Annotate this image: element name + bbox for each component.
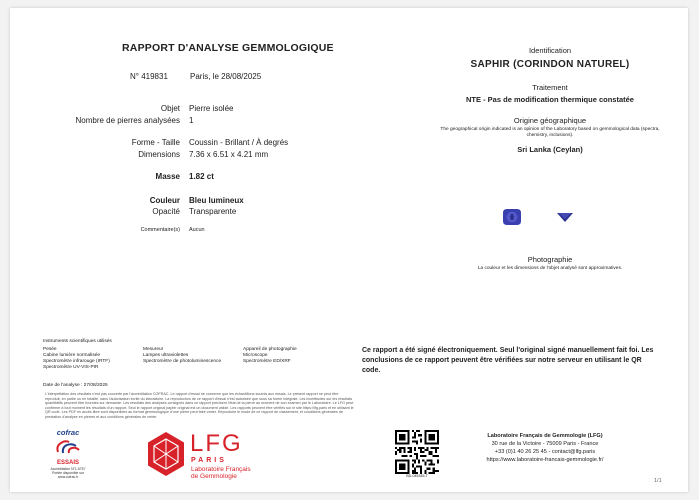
lfg-logo-name: LFG bbox=[190, 430, 243, 457]
identification-value: SAPHIR (CORINDON NATUREL) bbox=[470, 59, 630, 70]
page-number: 1/1 bbox=[654, 478, 662, 484]
origine-note: The geographical origin indicated is an opinion of the Laboratory based on gemmological data (spectra, chemistry, inclusions). bbox=[440, 127, 660, 138]
lfg-logo bbox=[146, 431, 286, 489]
field-label-objet: Objet bbox=[160, 104, 180, 113]
instrument-item: Spectromètre infrarouge (IRTF) bbox=[43, 359, 110, 364]
traitement-label: Traitement bbox=[532, 83, 568, 92]
instrument-item: Spectromètre ED/XRF bbox=[243, 359, 291, 364]
instruments-col3 bbox=[243, 347, 297, 365]
analysis-date: Date de l'analyse : 27/08/2025 bbox=[43, 383, 108, 388]
lfg-logo-line2: de Gemmologie bbox=[191, 473, 237, 480]
instruments-col2 bbox=[143, 347, 221, 365]
report-page bbox=[10, 8, 688, 492]
field-value-commentaires: Aucun bbox=[189, 227, 205, 233]
field-value-nombre: 1 bbox=[189, 116, 194, 125]
cofrac-logo bbox=[48, 428, 88, 480]
qr-caption: BD-045345.T bbox=[406, 474, 428, 478]
instrument-item: Appareil de photographie bbox=[243, 347, 297, 352]
lab-name: Laboratoire Français de Gemmologie (LFG) bbox=[487, 433, 603, 439]
cofrac-brand: cofrac bbox=[56, 428, 80, 437]
field-value-couleur: Bleu lumineux bbox=[189, 196, 244, 205]
instrument-item: Microscope bbox=[243, 353, 268, 358]
lfg-logo-city: PARIS bbox=[191, 457, 227, 464]
origine-label: Origine géographique bbox=[513, 116, 587, 125]
instrument-item: Cabine lumière normalisée bbox=[43, 353, 101, 358]
instrument-item: Mesureur bbox=[143, 347, 164, 352]
report-title: RAPPORT D'ANALYSE GEMMOLOGIQUE bbox=[122, 42, 334, 54]
cofrac-site: www.cofrac.fr bbox=[57, 475, 79, 480]
field-label-nombre: Nombre de pierres analysées bbox=[75, 116, 180, 125]
field-value-opacite: Transparente bbox=[189, 207, 237, 216]
field-label-opacite: Opacité bbox=[152, 207, 180, 216]
field-value-masse: 1.82 ct bbox=[189, 172, 214, 181]
lfg-logo-line1: Laboratoire Français bbox=[191, 466, 251, 473]
field-label-forme: Forme - Taille bbox=[131, 138, 180, 147]
electronic-signature-notice: Ce rapport a été signé électroniquement. Seul l'original signé manuellement fait foi. Les conclusions de ce rapport peuvent être vérifiées sur notre serveur en utilisant le QR code. bbox=[362, 347, 654, 374]
instrument-item: Pesée bbox=[43, 347, 57, 352]
photo-note: La couleur et les dimensions de l'objet analysé sont approximatives. bbox=[477, 266, 623, 271]
identification-label: Identification bbox=[528, 46, 572, 55]
photo-label: Photographie bbox=[527, 255, 573, 264]
lab-website[interactable]: https://www.laboratoire-francais-gemmologie.fr/ bbox=[486, 457, 604, 463]
gem-photo-top bbox=[502, 208, 522, 226]
field-label-dimensions: Dimensions bbox=[138, 150, 180, 159]
instruments-title: Instruments scientifiques utilisés bbox=[43, 339, 112, 344]
qr-code-icon[interactable] bbox=[395, 430, 439, 474]
traitement-value: NTE - Pas de modification thermique constatée bbox=[466, 95, 634, 104]
field-label-commentaires: Commentaire(s) bbox=[140, 227, 180, 233]
field-label-couleur: Couleur bbox=[149, 196, 180, 205]
lab-contact[interactable]: +33 (0)1 40 26 25 45 - contact@lfg.paris bbox=[494, 449, 596, 455]
disclaimer-text: L'interprétation des résultats n'est pas couverte par l'accréditation COFRAC. Le rapport d'essai ne concerne que les échantillons soumis aux essais. Le présent rapport ne peut être reproduit, en partie ou en totalité, sans l'autorisation écrite du laboratoire. La reproduction de ce rapport d'essai n'est autorisée que sous sa forme intégrale. Les incertitudes sur les résultats quantitatifs peuvent être fournies sur demande. Les résultats des analyses consignés dans ce rapport précisent l'état de la pierre au moment de son examen par le Laboratoire. Le LFG peut confirmer à tout moment les résultats d'un rapport. Seul le rapport original papier original est un document valide. Les rapports peuvent être vérifiés sur le site https://lfg.paris et en utilisant le QR code. Les PDF en accès libre sont disponibles au format gemmologique d'une pierre peut faire varier. Reproduire le mode de ce rapport de classement, et conditions générales de prestation d'analyse en pierres et aux conditions générales de vente. bbox=[45, 392, 354, 419]
report-date: Paris, le 28/08/2025 bbox=[190, 72, 262, 81]
origine-value: Sri Lanka (Ceylan) bbox=[517, 145, 583, 154]
report-number: N° 419831 bbox=[130, 72, 168, 81]
instrument-item: Spectromètre UV-VIS-PIR bbox=[43, 365, 99, 370]
lab-address-block bbox=[450, 432, 640, 464]
field-label-masse: Masse bbox=[155, 172, 180, 181]
instrument-item: Spectromètre de photoluminescence bbox=[143, 359, 222, 364]
cofrac-accreditation: Accréditation N°1-5757 bbox=[50, 467, 86, 471]
cofrac-mark-icon bbox=[55, 437, 81, 455]
cofrac-essais: ESSAIS bbox=[56, 460, 79, 466]
instrument-item: Lampes ultraviolettes bbox=[143, 353, 189, 358]
instruments-col1 bbox=[43, 347, 110, 371]
lfg-hexagon-icon bbox=[146, 431, 186, 477]
field-value-objet: Pierre isolée bbox=[189, 104, 234, 113]
field-value-dimensions: 7.36 x 6.51 x 4.21 mm bbox=[189, 150, 269, 159]
lab-address: 30 rue de la Victoire - 75009 Paris - France bbox=[491, 441, 599, 447]
gem-photo-side bbox=[556, 211, 574, 223]
field-value-forme: Coussin - Brillant / À degrés bbox=[189, 138, 289, 147]
cofrac-portee: Portée disponible sur bbox=[52, 471, 84, 476]
